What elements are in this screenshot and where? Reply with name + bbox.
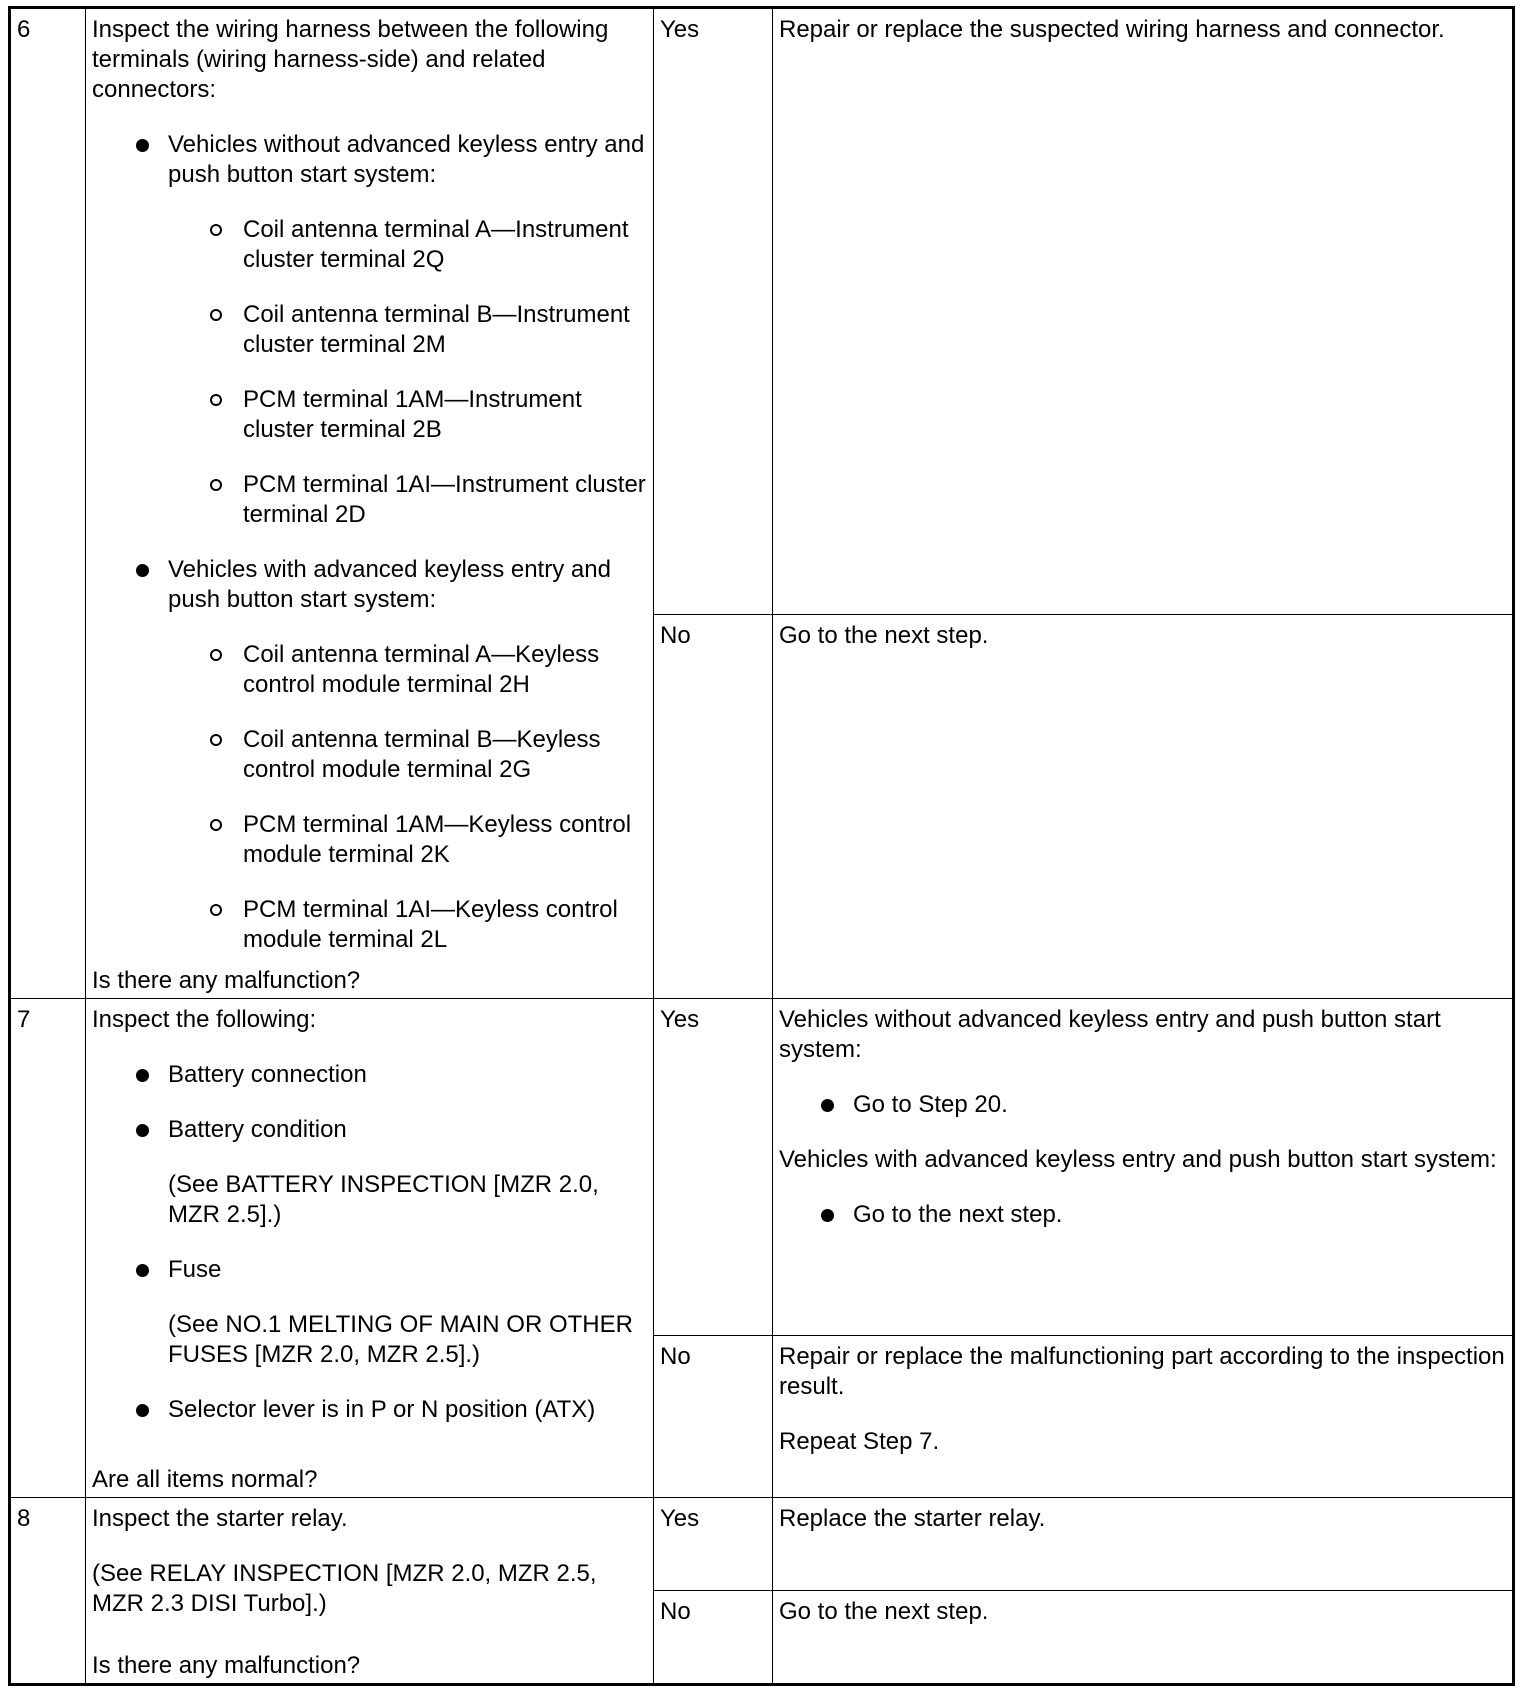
list-item: Go to Step 20. <box>821 1090 1506 1120</box>
step-8-yes-label: Yes <box>654 1497 773 1591</box>
terminal-list <box>168 215 647 530</box>
bullet-icon <box>136 1404 149 1417</box>
with-system-label: Vehicles with advanced keyless entry and push button start system: <box>779 1145 1497 1173</box>
step-7-yes-action <box>773 998 1514 1335</box>
bullet-icon <box>136 1124 149 1137</box>
step-6-yes-row <box>10 8 1514 615</box>
step-8-yes-action: Replace the starter relay. <box>773 1497 1514 1591</box>
group-label: Vehicles without advanced keyless entry and push button start system: <box>168 131 645 188</box>
without-system-list <box>779 1090 1506 1120</box>
bullet-icon <box>821 1209 834 1222</box>
list-item: Selector lever is in P or N position (ATX) <box>136 1395 647 1425</box>
step-6-number: 6 <box>10 8 86 999</box>
circle-bullet-icon <box>210 309 222 321</box>
without-system-label: Vehicles without advanced keyless entry and push button start system: <box>779 1005 1441 1063</box>
bullet-icon <box>136 1264 149 1277</box>
group-label: Vehicles with advanced keyless entry and push button start system: <box>168 556 611 613</box>
terminal-list <box>168 640 647 955</box>
list-item: Coil antenna terminal A—Keyless control module terminal 2H <box>210 640 647 700</box>
list-item: PCM terminal 1AI—Keyless control module terminal 2L <box>210 895 647 955</box>
bullet-icon <box>136 139 149 152</box>
step-8-no-label: No <box>654 1591 773 1685</box>
step-8-instruction: Inspect the starter relay. <box>92 1504 348 1532</box>
step-7-yes-row <box>10 998 1514 1335</box>
troubleshooting-table <box>8 6 1515 1686</box>
circle-bullet-icon <box>210 734 222 746</box>
step-6-question: Is there any malfunction? <box>92 966 361 994</box>
step-7-instruction: Inspect the following: <box>92 1005 317 1033</box>
step-8-description <box>86 1497 654 1684</box>
step-8-reference: (See RELAY INSPECTION [MZR 2.0, MZR 2.5, MZR 2.3 DISI Turbo].) <box>92 1559 597 1617</box>
step-8-yes-row <box>10 1497 1514 1591</box>
list-item: Battery condition (See BATTERY INSPECTION [MZR 2.0, MZR 2.5].) <box>136 1115 647 1230</box>
circle-bullet-icon <box>210 479 222 491</box>
step-6-description <box>86 8 654 999</box>
list-item: Coil antenna terminal A—Instrument cluster terminal 2Q <box>210 215 647 275</box>
step-8-question: Is there any malfunction? <box>92 1652 361 1679</box>
step-7-question: Are all items normal? <box>92 1465 318 1493</box>
bullet-icon <box>136 564 149 577</box>
step-6-instruction: Inspect the wiring harness between the following terminals (wiring harness-side) and related connectors: <box>92 16 609 103</box>
step-7-yes-label: Yes <box>654 998 773 1335</box>
step-8-number: 8 <box>10 1497 86 1684</box>
list-item: PCM terminal 1AI—Instrument cluster terminal 2D <box>210 470 647 530</box>
list-item: Fuse (See NO.1 MELTING OF MAIN OR OTHER FUSES [MZR 2.0, MZR 2.5].) <box>136 1255 647 1370</box>
step-7-no-action: Repair or replace the malfunctioning part according to the inspection result. Repeat Step 7. <box>773 1335 1514 1497</box>
circle-bullet-icon <box>210 904 222 916</box>
list-item: PCM terminal 1AM—Instrument cluster terminal 2B <box>210 385 647 445</box>
bullet-icon <box>136 1069 149 1082</box>
step-6-vehicle-groups <box>92 130 647 955</box>
list-item: Go to the next step. <box>821 1200 1506 1230</box>
step-6-group-with <box>136 555 647 955</box>
circle-bullet-icon <box>210 224 222 236</box>
step-7-no-label: No <box>654 1335 773 1497</box>
list-item: PCM terminal 1AM—Keyless control module terminal 2K <box>210 810 647 870</box>
list-item: Coil antenna terminal B—Instrument cluster terminal 2M <box>210 300 647 360</box>
circle-bullet-icon <box>210 649 222 661</box>
with-system-list <box>779 1200 1506 1230</box>
step-6-group-without <box>136 130 647 530</box>
circle-bullet-icon <box>210 394 222 406</box>
step-7-number: 7 <box>10 998 86 1497</box>
bullet-icon <box>821 1099 834 1112</box>
step-6-no-label: No <box>654 614 773 998</box>
step-7-description <box>86 998 654 1497</box>
list-item: Battery connection <box>136 1060 647 1090</box>
step-8-no-action: Go to the next step. <box>773 1591 1514 1685</box>
step-6-no-action: Go to the next step. <box>773 614 1514 998</box>
reference-note: (See BATTERY INSPECTION [MZR 2.0, MZR 2.5].) <box>168 1170 599 1228</box>
step-7-items <box>92 1060 647 1425</box>
step-6-yes-action: Repair or replace the suspected wiring harness and connector. <box>773 8 1514 615</box>
step-6-yes-label: Yes <box>654 8 773 615</box>
list-item: Coil antenna terminal B—Keyless control module terminal 2G <box>210 725 647 785</box>
circle-bullet-icon <box>210 819 222 831</box>
reference-note: (See NO.1 MELTING OF MAIN OR OTHER FUSES [MZR 2.0, MZR 2.5].) <box>168 1310 633 1368</box>
